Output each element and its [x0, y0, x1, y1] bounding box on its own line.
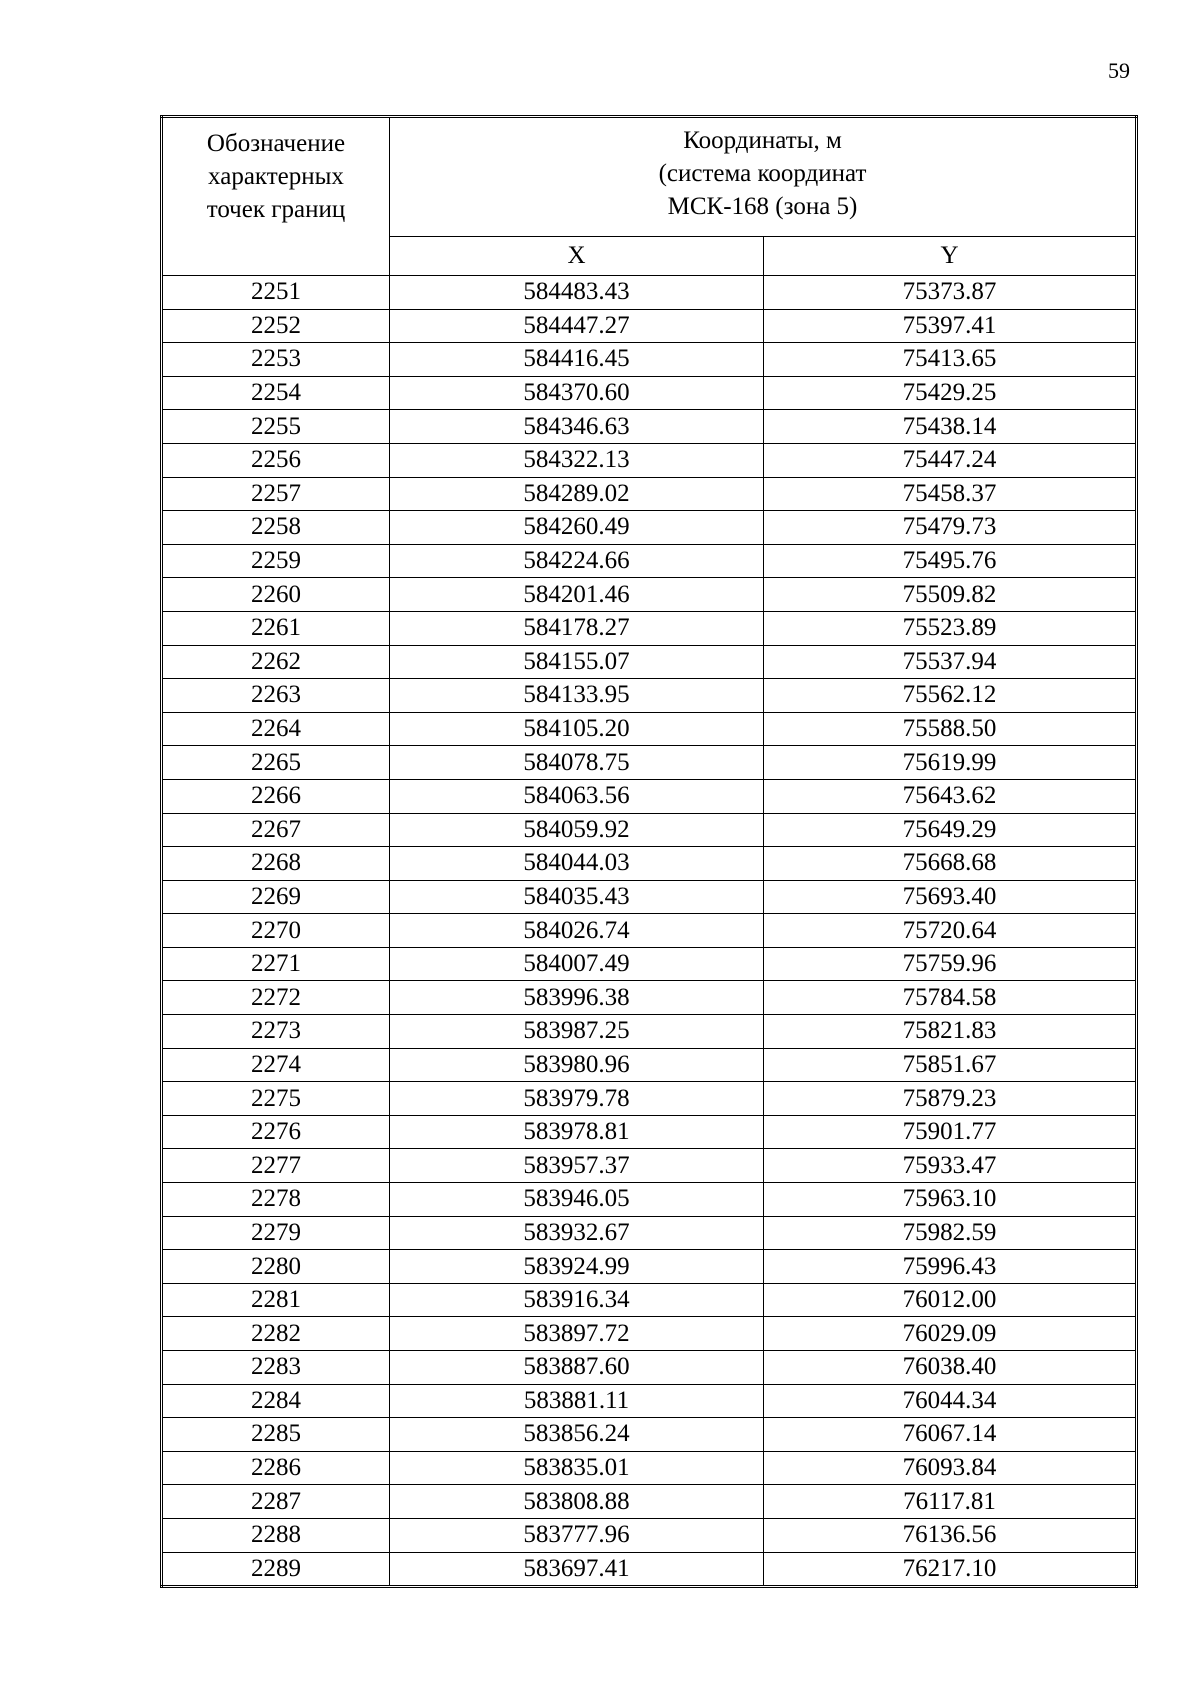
y-coordinate-cell: 75479.73: [764, 511, 1137, 545]
x-coordinate-cell: 583881.11: [390, 1384, 764, 1418]
table-row: [162, 645, 1137, 679]
point-cell: 2277: [162, 1149, 390, 1183]
table-row: [162, 1317, 1137, 1351]
y-coordinate-cell: 75588.50: [764, 712, 1137, 746]
point-cell: 2280: [162, 1250, 390, 1284]
y-coordinate-cell: 75373.87: [764, 276, 1137, 310]
x-coordinate-cell: 584201.46: [390, 578, 764, 612]
y-coordinate-cell: 76067.14: [764, 1418, 1137, 1452]
x-coordinate-cell: 583808.88: [390, 1485, 764, 1519]
y-coordinate-cell: 75447.24: [764, 443, 1137, 477]
table-row: [162, 813, 1137, 847]
point-cell: 2279: [162, 1216, 390, 1250]
y-coordinate-cell: 75562.12: [764, 679, 1137, 713]
table-row: [162, 1250, 1137, 1284]
point-cell: 2282: [162, 1317, 390, 1351]
x-coordinate-cell: 583932.67: [390, 1216, 764, 1250]
table-row: [162, 981, 1137, 1015]
x-coordinate-cell: 584370.60: [390, 376, 764, 410]
point-cell: 2285: [162, 1418, 390, 1452]
point-cell: 2275: [162, 1082, 390, 1116]
point-cell: 2260: [162, 578, 390, 612]
x-coordinate-cell: 584447.27: [390, 309, 764, 343]
table-row: [162, 1048, 1137, 1082]
y-coordinate-cell: 76012.00: [764, 1283, 1137, 1317]
table-row: [162, 309, 1137, 343]
point-cell: 2278: [162, 1183, 390, 1217]
coordinates-table: [160, 115, 1138, 1588]
point-cell: 2254: [162, 376, 390, 410]
y-coordinate-cell: 75933.47: [764, 1149, 1137, 1183]
x-coordinate-cell: 583916.34: [390, 1283, 764, 1317]
x-coordinate-cell: 584483.43: [390, 276, 764, 310]
y-coordinate-cell: 76029.09: [764, 1317, 1137, 1351]
point-cell: 2258: [162, 511, 390, 545]
point-cell: 2255: [162, 410, 390, 444]
y-coordinate-cell: 75495.76: [764, 544, 1137, 578]
x-coordinate-cell: 583835.01: [390, 1451, 764, 1485]
x-coordinate-cell: 583887.60: [390, 1351, 764, 1385]
table-row: [162, 1283, 1137, 1317]
y-coordinate-cell: 75643.62: [764, 779, 1137, 813]
x-coordinate-cell: 584346.63: [390, 410, 764, 444]
y-coordinate-cell: 75537.94: [764, 645, 1137, 679]
x-coordinate-cell: 584026.74: [390, 914, 764, 948]
y-coordinate-cell: 76217.10: [764, 1552, 1137, 1587]
x-coordinate-cell: 583978.81: [390, 1115, 764, 1149]
point-designation-header-text: Обозначение характерных точек границ: [206, 130, 346, 223]
y-coordinate-cell: 75693.40: [764, 880, 1137, 914]
table-row: [162, 1015, 1137, 1049]
x-coordinate-cell: 584059.92: [390, 813, 764, 847]
y-coordinate-cell: 75619.99: [764, 746, 1137, 780]
table-header: [162, 117, 1137, 276]
x-coordinate-cell: 583924.99: [390, 1250, 764, 1284]
table-row: [162, 1552, 1137, 1587]
y-coordinate-cell: 76136.56: [764, 1518, 1137, 1552]
table-row: [162, 1149, 1137, 1183]
table-row: [162, 947, 1137, 981]
x-coordinate-cell: 584007.49: [390, 947, 764, 981]
y-coordinate-cell: 76117.81: [764, 1485, 1137, 1519]
x-coordinate-cell: 583897.72: [390, 1317, 764, 1351]
point-cell: 2287: [162, 1485, 390, 1519]
point-cell: 2252: [162, 309, 390, 343]
y-coordinate-cell: 75821.83: [764, 1015, 1137, 1049]
point-cell: 2284: [162, 1384, 390, 1418]
x-coordinate-cell: 584178.27: [390, 611, 764, 645]
point-cell: 2288: [162, 1518, 390, 1552]
y-coordinate-cell: 75901.77: [764, 1115, 1137, 1149]
x-coordinate-cell: 584105.20: [390, 712, 764, 746]
point-cell: 2289: [162, 1552, 390, 1587]
table-row: [162, 544, 1137, 578]
y-coordinate-cell: 75429.25: [764, 376, 1137, 410]
y-coordinate-cell: 75851.67: [764, 1048, 1137, 1082]
point-cell: 2268: [162, 847, 390, 881]
x-coordinate-cell: 583957.37: [390, 1149, 764, 1183]
point-cell: 2272: [162, 981, 390, 1015]
table-row: [162, 410, 1137, 444]
point-cell: 2264: [162, 712, 390, 746]
x-coordinate-cell: 584044.03: [390, 847, 764, 881]
y-coordinate-cell: 75963.10: [764, 1183, 1137, 1217]
table-row: [162, 880, 1137, 914]
point-designation-header: [162, 117, 390, 276]
point-cell: 2257: [162, 477, 390, 511]
x-coordinate-cell: 584416.45: [390, 343, 764, 377]
table-body: [162, 276, 1137, 1587]
x-coordinate-cell: 584035.43: [390, 880, 764, 914]
table-row: [162, 511, 1137, 545]
point-cell: 2281: [162, 1283, 390, 1317]
table-row: [162, 1082, 1137, 1116]
table-row: [162, 1351, 1137, 1385]
x-coordinate-cell: 583980.96: [390, 1048, 764, 1082]
table-row: [162, 1183, 1137, 1217]
table-row: [162, 746, 1137, 780]
x-coordinate-cell: 584063.56: [390, 779, 764, 813]
table-row: [162, 847, 1137, 881]
table-row: [162, 477, 1137, 511]
point-cell: 2259: [162, 544, 390, 578]
point-cell: 2265: [162, 746, 390, 780]
y-coordinate-cell: 75509.82: [764, 578, 1137, 612]
x-coordinate-cell: 583979.78: [390, 1082, 764, 1116]
table-row: [162, 679, 1137, 713]
point-cell: 2267: [162, 813, 390, 847]
table-row: [162, 443, 1137, 477]
table-row: [162, 276, 1137, 310]
x-coordinate-cell: 583777.96: [390, 1518, 764, 1552]
x-coordinate-cell: 583946.05: [390, 1183, 764, 1217]
point-cell: 2274: [162, 1048, 390, 1082]
x-coordinate-cell: 584322.13: [390, 443, 764, 477]
x-coordinate-cell: 584155.07: [390, 645, 764, 679]
point-cell: 2256: [162, 443, 390, 477]
table-row: [162, 1451, 1137, 1485]
table-row: [162, 1115, 1137, 1149]
y-column-header: Y: [764, 237, 1137, 276]
table-row: [162, 376, 1137, 410]
table-row: [162, 343, 1137, 377]
page-number: 59: [1108, 58, 1130, 83]
point-cell: 2269: [162, 880, 390, 914]
x-coordinate-cell: 583697.41: [390, 1552, 764, 1587]
y-coordinate-cell: 75413.65: [764, 343, 1137, 377]
table-row: [162, 1216, 1137, 1250]
coordinates-header: [390, 117, 1137, 237]
y-coordinate-cell: 75397.41: [764, 309, 1137, 343]
table-row: [162, 611, 1137, 645]
coordinates-header-text: Координаты, м (система координат МСК-168 (зона 5): [658, 127, 867, 220]
x-coordinate-cell: 584224.66: [390, 544, 764, 578]
y-coordinate-cell: 75879.23: [764, 1082, 1137, 1116]
table-row: [162, 1418, 1137, 1452]
y-coordinate-cell: 76093.84: [764, 1451, 1137, 1485]
table-row: [162, 1384, 1137, 1418]
x-coordinate-cell: 584078.75: [390, 746, 764, 780]
point-cell: 2263: [162, 679, 390, 713]
point-cell: 2266: [162, 779, 390, 813]
point-cell: 2270: [162, 914, 390, 948]
x-coordinate-cell: 584289.02: [390, 477, 764, 511]
x-coordinate-cell: 583856.24: [390, 1418, 764, 1452]
point-cell: 2262: [162, 645, 390, 679]
table-row: [162, 914, 1137, 948]
y-coordinate-cell: 75438.14: [764, 410, 1137, 444]
point-cell: 2273: [162, 1015, 390, 1049]
y-coordinate-cell: 75458.37: [764, 477, 1137, 511]
table-row: [162, 712, 1137, 746]
point-cell: 2271: [162, 947, 390, 981]
point-cell: 2251: [162, 276, 390, 310]
y-coordinate-cell: 75523.89: [764, 611, 1137, 645]
table-row: [162, 578, 1137, 612]
point-cell: 2283: [162, 1351, 390, 1385]
y-coordinate-cell: 75668.68: [764, 847, 1137, 881]
y-coordinate-cell: 75982.59: [764, 1216, 1137, 1250]
y-coordinate-cell: 75649.29: [764, 813, 1137, 847]
x-column-header: X: [390, 237, 764, 276]
y-coordinate-cell: 75720.64: [764, 914, 1137, 948]
x-coordinate-cell: 583987.25: [390, 1015, 764, 1049]
point-cell: 2253: [162, 343, 390, 377]
point-cell: 2276: [162, 1115, 390, 1149]
table-row: [162, 1518, 1137, 1552]
x-coordinate-cell: 584260.49: [390, 511, 764, 545]
y-coordinate-cell: 76044.34: [764, 1384, 1137, 1418]
x-coordinate-cell: 583996.38: [390, 981, 764, 1015]
y-coordinate-cell: 75784.58: [764, 981, 1137, 1015]
point-cell: 2261: [162, 611, 390, 645]
table-row: [162, 1485, 1137, 1519]
y-coordinate-cell: 75996.43: [764, 1250, 1137, 1284]
y-coordinate-cell: 75759.96: [764, 947, 1137, 981]
table-row: [162, 779, 1137, 813]
point-cell: 2286: [162, 1451, 390, 1485]
header-row: [162, 117, 1137, 237]
y-coordinate-cell: 76038.40: [764, 1351, 1137, 1385]
x-coordinate-cell: 584133.95: [390, 679, 764, 713]
